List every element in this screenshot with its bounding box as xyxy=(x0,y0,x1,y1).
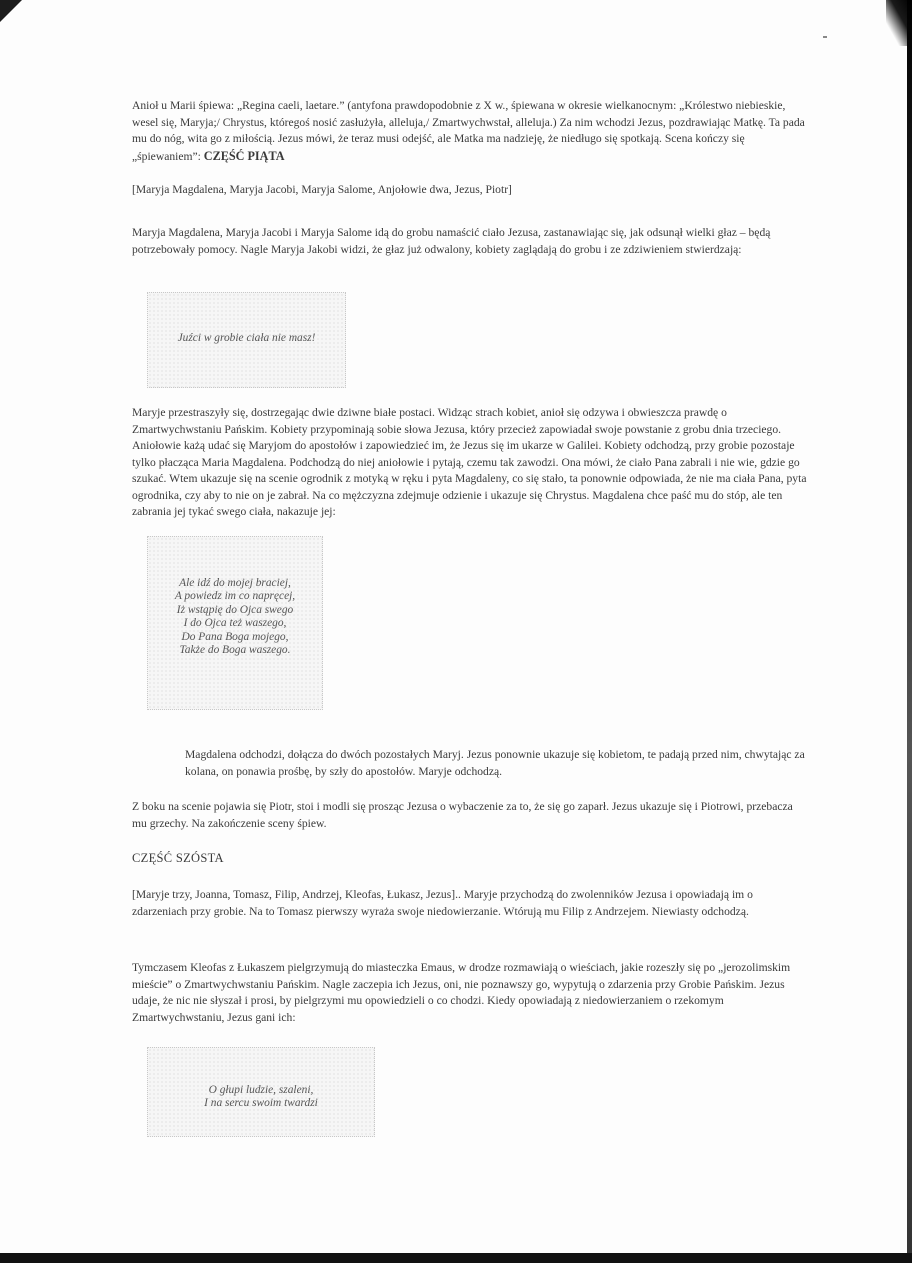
paragraph-emmaus: Tymczasem Kleofas z Łukaszem pielgrzymują do miasteczka Emaus, w drodze rozmawiają o wieściach, jakie rozeszły się po „jerozolimskim mieście” o Zmartwychwstaniu Pańskim. Nagle zaczepia ich Jezus, oni, nie poznawszy go, wypytują o zdarzenia przy Grobie Pańskim. Jezus udaje, że nic nie słyszał i prosi, by pielgrzymi mu opowiedzieli o co chodzi. Kiedy opowiadają z niedowierzaniem o rzekomym Zmartwychwstaniu, Jezus gani ich: xyxy=(132,961,791,1024)
verse-line: Iż wstąpię do Ojca swego xyxy=(176,603,294,616)
section-heading-part-five: CZĘŚĆ PIĄTA xyxy=(203,148,285,163)
verse-box-empty-tomb xyxy=(147,292,346,388)
verse-box-go-to-brothers xyxy=(147,536,323,710)
verse-line: Do Pana Boga mojego, xyxy=(181,630,289,643)
verse-line: A powiedz im co napręcej, xyxy=(174,590,296,603)
verse-line: I na sercu swoim twardzi xyxy=(204,1097,318,1110)
verse-lines xyxy=(148,332,345,345)
scan-speck xyxy=(823,36,827,38)
verse-line: I do Ojca też waszego, xyxy=(183,617,287,630)
section-heading-part-six: CZĘŚĆ SZÓSTA xyxy=(132,851,224,865)
verse-lines xyxy=(148,1084,374,1111)
paragraph-thomas-doubt: [Maryje trzy, Joanna, Tomasz, Filip, Andrzej, Kleofas, Łukasz, Jezus].. Maryje przychodzą do zwolenników Jezusa i opowiadają im o zdarzeniach przy grobie. Na to Tomasz pierwszy wyraża swoje niedowierzanie. Wtórują mu Filip z Andrzejem. Niewiasty odchodzą. xyxy=(132,888,753,918)
paragraph-intro xyxy=(132,98,810,165)
paragraph-angels-announcement: Maryje przestraszyły się, dostrzegając dwie dziwne białe postaci. Widząc strach kobiet, anioł się odzywa i obwieszcza prawdę o Zmartwychwstaniu Pańskim. Kobiety przypominają sobie słowa Jezusa, który przecież zapowiadał swoje powstanie z grobu dnia trzeciego. Aniołowie każą udać się Maryjom do apostołów i zapowiedzieć im, że Jezus się im ukarze w Galilei. Kobiety odchodzą, przy grobie pozostaje tylko płacząca Maria Magdalena. Podchodzą do niej aniołowie i pytają, czemu tak zawodzi. Ona mówi, że ciało Pana zabrali i nie wie, gdzie go szukać. Wtem ukazuje się na scenie ogrodnik z motyką w ręku i pyta Magdaleny, co się stało, ta ponownie odpowiada, że nie ma ciała Pana, pyta ogrodnika, czy aby to nie on je zabrał. Na co mężczyzna zdejmuje odzienie i ukazuje się Chrystus. Magdalena chce paść mu do stóp, ale ten zabrania jej tykać swego ciała, nakazuje jej: xyxy=(132,406,807,518)
verse-line: Także do Boga waszego. xyxy=(179,644,291,657)
verse-lines xyxy=(148,577,322,657)
verse-line: O głupi ludzie, szaleni, xyxy=(208,1084,314,1096)
paragraph-cast-list: [Maryja Magdalena, Maryja Jacobi, Maryja Salome, Anjołowie dwa, Jezus, Piotr] xyxy=(132,183,512,196)
paragraph-magdalena-leaves: Magdalena odchodzi, dołącza do dwóch pozostałych Maryj. Jezus ponownie ukazuje się kobietom, te padają przed nim, chwytając za kolana, on ponawia prośbę, by szły do apostołów. Maryje odchodzą. xyxy=(185,748,805,778)
verse-line: Ale idź do mojej braciej, xyxy=(179,577,291,589)
paragraph-peter: Z boku na scenie pojawia się Piotr, stoi i modli się prosząc Jezusa o wybaczenie za to, że się go zaparł. Jezus ukazuje się i Piotrowi, przebacza mu grzechy. Na zakończenie sceny śpiew. xyxy=(132,800,793,830)
paragraph-intro-text: Anioł u Marii śpiewa: „Regina caeli, laetare.” (antyfona prawdopodobnie z X w., śpiewana w okresie wielkanocnym: „Królestwo niebieskie, wesel się, Maryja;/ Chrystus, któregoś nosić zasłużyła, alleluja,/ Zmartwychwstał, alleluja.) Za nim wchodzi Jezus, pozdrawiając Matkę. Ta pada mu do nóg, wita go z miłością. Jezus mówi, że teraz musi odejść, ale Matka ma nadzieję, że niedługo się spotkają. Scena kończy się „śpiewaniem”: xyxy=(132,99,805,163)
paragraph-tomb-visit: Maryja Magdalena, Maryja Jacobi i Maryja Salome idą do grobu namaścić ciało Jezusa, zastanawiając się, jak odsunął wielki głaz – będą potrzebowały pomocy. Nagle Maryja Jakobi widzi, że głaz już odwalony, kobiety zaglądają do grobu i ze zdziwieniem stwierdzają: xyxy=(132,226,771,256)
scan-edge-shadow xyxy=(0,1253,912,1263)
verse-line: Juźci w grobie ciała nie masz! xyxy=(177,332,316,344)
scan-edge-shadow xyxy=(907,0,912,1263)
scan-corner-shadow xyxy=(0,0,22,22)
verse-box-foolish-men xyxy=(147,1047,375,1137)
